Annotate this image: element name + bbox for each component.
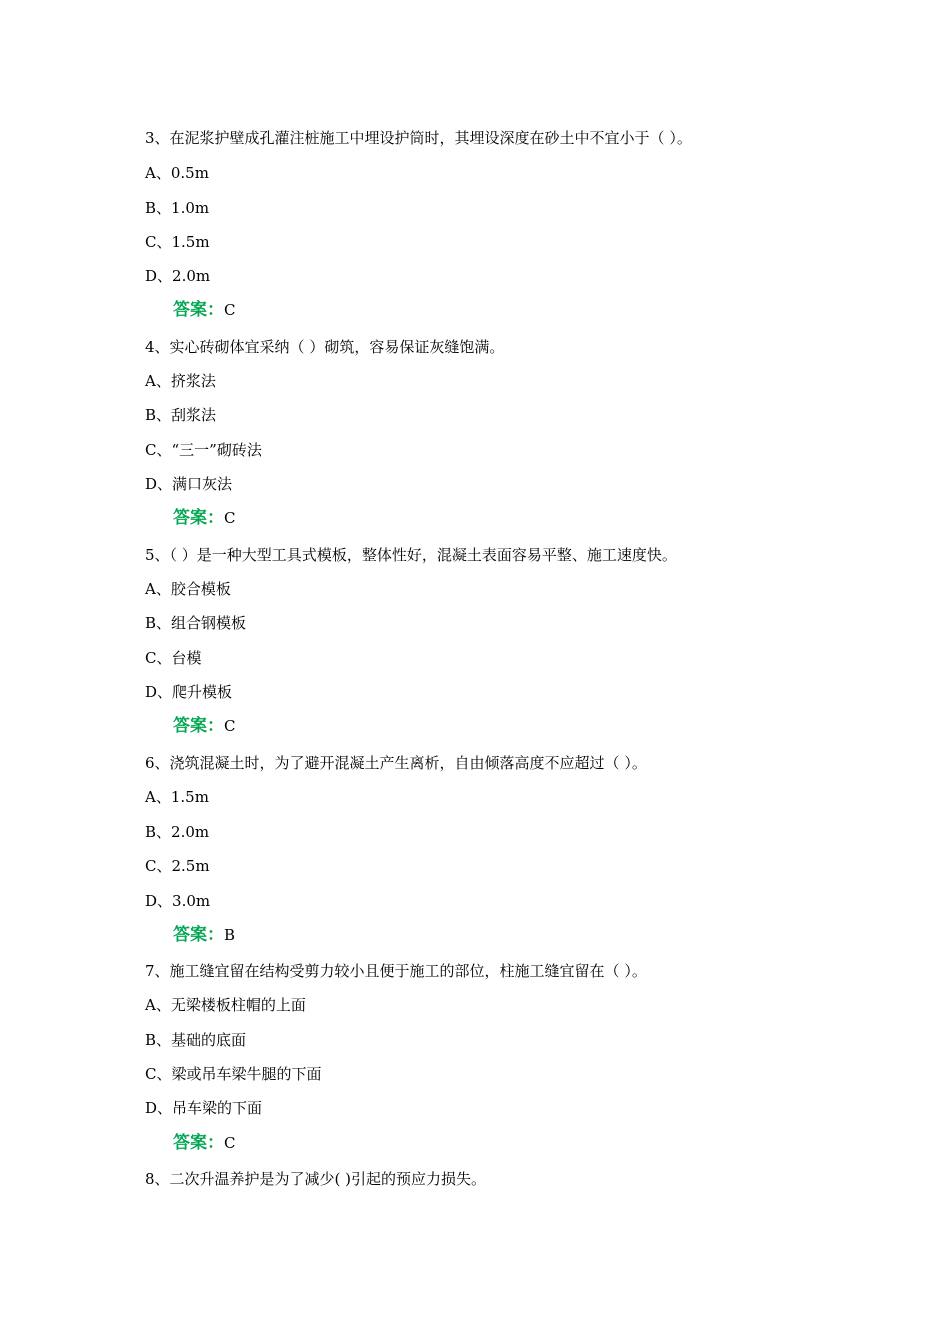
question-4-answer <box>173 508 235 528</box>
answer-value: B <box>224 926 236 944</box>
question-7-stem: 7、施工缝宜留在结构受剪力较小且便于施工的部位，柱施工缝宜留在（ ）。 <box>145 962 647 980</box>
question-5-option-d: D、爬升模板 <box>145 683 233 701</box>
answer-value: C <box>224 1134 236 1152</box>
question-3-answer <box>173 300 235 320</box>
question-3-option-c: C、1.5m <box>145 233 210 251</box>
question-6-stem: 6、浇筑混凝土时，为了避开混凝土产生离析，自由倾落高度不应超过（ ）。 <box>145 754 647 772</box>
answer-label: 答案： <box>173 508 224 528</box>
answer-value: C <box>224 509 236 527</box>
question-6-option-d: D、3.0m <box>145 892 211 910</box>
question-4-option-a: A、挤浆法 <box>145 372 216 390</box>
question-7-answer <box>173 1133 235 1153</box>
question-6-answer <box>173 925 235 945</box>
question-7-option-b: B、基础的底面 <box>145 1031 247 1049</box>
answer-label: 答案： <box>173 1133 224 1153</box>
question-4-option-c: C、“三一”砌砖法 <box>145 441 262 459</box>
question-4-option-d: D、满口灰法 <box>145 475 233 493</box>
question-3-option-d: D、2.0m <box>145 267 211 285</box>
question-8-stem: 8、二次升温养护是为了减少( )引起的预应力损失。 <box>145 1170 487 1188</box>
answer-label: 答案： <box>173 716 224 736</box>
question-3-option-a: A、0.5m <box>145 164 209 182</box>
question-5-option-a: A、胶合模板 <box>145 580 231 598</box>
question-5-option-b: B、组合钢模板 <box>145 614 247 632</box>
answer-label: 答案： <box>173 300 224 320</box>
answer-value: C <box>224 717 236 735</box>
question-5-answer <box>173 716 235 736</box>
answer-label: 答案： <box>173 925 224 945</box>
question-6-option-b: B、2.0m <box>145 823 210 841</box>
question-5-option-c: C、台模 <box>145 649 202 667</box>
question-5-stem: 5、（ ）是一种大型工具式模板，整体性好，混凝土表面容易平整、施工速度快。 <box>145 546 677 564</box>
question-4-stem: 4、实心砖砌体宜采纳（ ）砌筑，容易保证灰缝饱满。 <box>145 338 505 356</box>
question-3-stem: 3、在泥浆护壁成孔灌注桩施工中埋设护筒时，其埋设深度在砂土中不宜小于（ ）。 <box>145 129 692 147</box>
question-3-option-b: B、1.0m <box>145 199 210 217</box>
question-7-option-a: A、无梁楼板柱帽的上面 <box>145 996 306 1014</box>
question-6-option-c: C、2.5m <box>145 857 210 875</box>
question-4-option-b: B、刮浆法 <box>145 406 217 424</box>
question-6-option-a: A、1.5m <box>145 788 209 806</box>
question-7-option-c: C、梁或吊车梁牛腿的下面 <box>145 1065 322 1083</box>
question-7-option-d: D、吊车梁的下面 <box>145 1099 263 1117</box>
answer-value: C <box>224 301 236 319</box>
